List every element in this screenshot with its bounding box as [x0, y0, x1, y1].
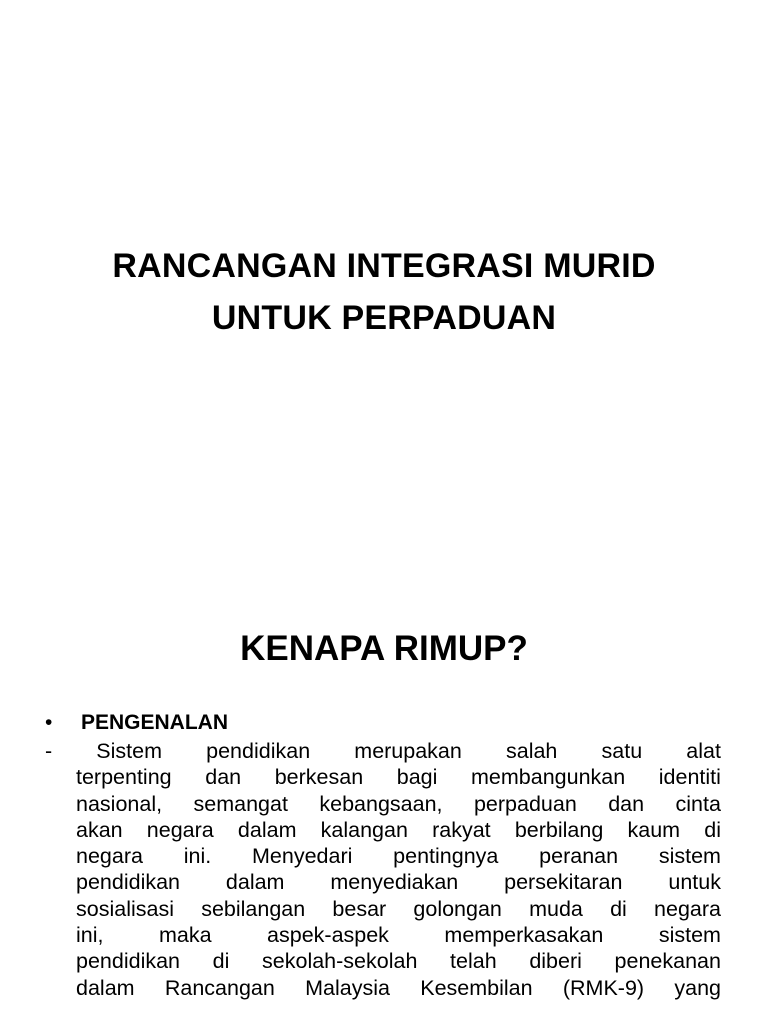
body-paragraph [45, 738, 721, 1001]
page-title [30, 240, 738, 344]
title-line-2: UNTUK PERPADUAN [211, 299, 557, 337]
bullet-heading: PENGENALAN [81, 711, 229, 734]
slide-content [0, 576, 768, 1024]
paragraph-line: pendidikan di sekolah-sekolah telah diberi penekanan [76, 949, 721, 974]
paragraph-line: dalam Rancangan Malaysia Kesembilan (RMK-9) yang [76, 975, 721, 1000]
title-line-1: RANCANGAN INTEGRASI MURID [112, 247, 656, 285]
paragraph-line: terpenting dan berkesan bagi membangunkan identiti [76, 765, 721, 790]
paragraph-line: akan negara dalam kalangan rakyat berbilang kaum di [76, 817, 721, 842]
paragraph-line: sosialisasi sebilangan besar golongan muda di negara [76, 896, 721, 921]
bullet-icon: • [45, 711, 53, 734]
slide-body [45, 708, 721, 1001]
paragraph-line: ini, maka aspek-aspek memperkasakan sistem [76, 923, 721, 948]
paragraph-line: pendidikan dalam menyediakan persekitaran untuk [76, 870, 721, 895]
paragraph-line: - Sistem pendidikan merupakan salah satu alat [45, 739, 721, 763]
bullet-item [45, 708, 721, 738]
section-title: KENAPA RIMUP? [240, 629, 528, 668]
paragraph-line: negara ini. Menyedari pentingnya peranan sistem [76, 844, 721, 869]
paragraph-line: nasional, semangat kebangsaan, perpaduan dan cinta [76, 791, 721, 816]
